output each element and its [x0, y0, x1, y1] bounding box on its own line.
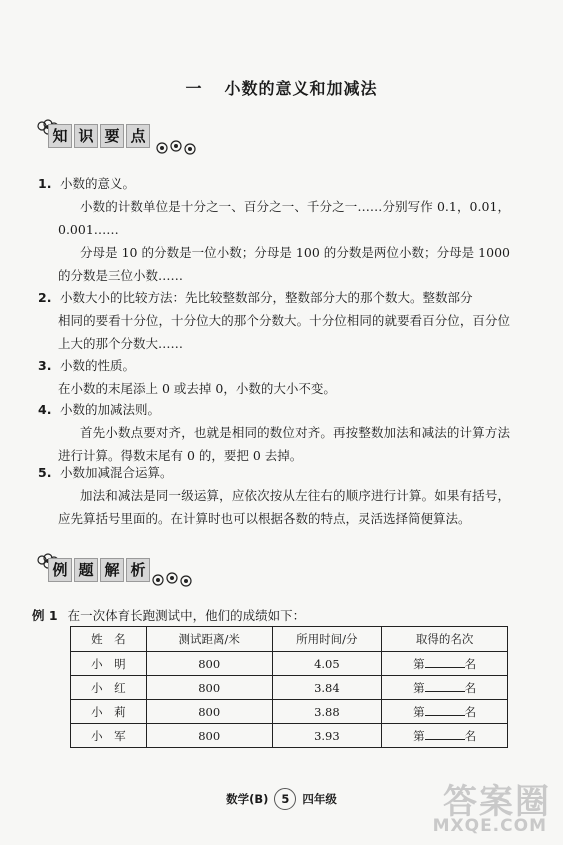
cell-distance: 800	[146, 652, 272, 676]
point-1-paragraph-b	[58, 241, 510, 287]
point-heading: 小数的意义。	[60, 176, 136, 191]
banner-tile: 例	[48, 558, 72, 582]
rank-suffix: 名	[464, 705, 477, 719]
rank-blank	[425, 679, 465, 692]
point-3-paragraph	[58, 377, 510, 400]
page-number: 5	[274, 788, 296, 810]
paragraph-text: 分母是 10 的分数是一位小数；分母是 100 的分数是两位小数；分母是 1000 的分数是三位小数……	[58, 245, 510, 283]
point-2-heading	[38, 287, 518, 309]
header-distance: 测试距离/米	[146, 627, 272, 652]
footer-subject: 数学(B)	[226, 792, 269, 806]
banner-tiles	[48, 558, 150, 582]
watermark-url: MXQE.COM	[432, 816, 547, 836]
table-row	[71, 724, 508, 748]
paragraph-text: 相同的要看十分位，十分位大的那个分数大。十分位相同的就要看百分位，百分位上大的那个分数大……	[58, 313, 510, 351]
rank-blank	[425, 655, 465, 668]
section-banner-key-points	[34, 118, 194, 154]
cell-distance: 800	[146, 700, 272, 724]
table-row	[71, 676, 508, 700]
footer-grade: 四年级	[302, 792, 337, 806]
chapter-number: 一	[185, 79, 203, 98]
chapter-title-text: 小数的意义和加减法	[224, 79, 378, 98]
cell-name: 小 军	[71, 724, 147, 748]
watermark-logo-text: 答案圈	[443, 782, 551, 822]
point-number: 3.	[38, 358, 52, 373]
cell-time: 3.84	[272, 676, 382, 700]
point-heading: 小数的性质。	[60, 358, 136, 373]
rank-blank	[425, 703, 465, 716]
point-4-heading	[38, 399, 160, 421]
section-banner-example-analysis	[34, 552, 194, 588]
rank-blank	[425, 727, 465, 740]
rank-prefix: 第	[413, 729, 425, 743]
flower-cluster-icon	[150, 570, 196, 590]
example-text: 在一次体育长跑测试中，他们的成绩如下：	[67, 608, 306, 623]
rank-prefix: 第	[413, 681, 425, 695]
flower-cluster-icon	[154, 138, 200, 158]
example-1	[32, 606, 305, 624]
header-time: 所用时间/分	[272, 627, 382, 652]
rank-suffix: 名	[464, 729, 477, 743]
point-3-heading	[38, 355, 135, 377]
watermark	[417, 776, 557, 840]
point-4-paragraph	[58, 421, 510, 467]
banner-tile: 知	[48, 124, 72, 148]
cell-rank	[382, 700, 508, 724]
banner-tile: 题	[74, 558, 98, 582]
example-label: 例 1	[32, 608, 58, 623]
rank-suffix: 名	[464, 657, 477, 671]
header-name: 姓 名	[71, 627, 147, 652]
cell-distance: 800	[146, 724, 272, 748]
chapter-title	[0, 76, 563, 99]
table-header-row	[71, 627, 508, 652]
rank-suffix: 名	[464, 681, 477, 695]
cell-time: 3.88	[272, 700, 382, 724]
cell-name: 小 红	[71, 676, 147, 700]
cell-distance: 800	[146, 676, 272, 700]
paragraph-text: 小数的计数单位是十分之一、百分之一、千分之一……分别写作 0.1，0.01，0.001……	[58, 199, 510, 237]
point-2-paragraph	[58, 309, 510, 355]
cell-time: 3.93	[272, 724, 382, 748]
header-rank: 取得的名次	[382, 627, 508, 652]
point-5-heading	[38, 462, 173, 484]
banner-tiles	[48, 124, 150, 148]
banner-tile: 析	[126, 558, 150, 582]
cell-rank	[382, 652, 508, 676]
paragraph-text: 在小数的末尾添上 0 或去掉 0，小数的大小不变。	[58, 381, 336, 396]
point-heading: 小数的加减法则。	[60, 402, 161, 417]
cell-rank	[382, 724, 508, 748]
point-heading: 小数大小的比较方法：先比较整数部分，整数部分大的那个数大。整数部分	[60, 290, 473, 305]
table-row	[71, 652, 508, 676]
rank-prefix: 第	[413, 705, 425, 719]
cell-time: 4.05	[272, 652, 382, 676]
cell-name: 小 莉	[71, 700, 147, 724]
paragraph-text: 加法和减法是同一级运算，应依次按从左往右的顺序进行计算。如果有括号，应先算括号里面的。在计算时也可以根据各数的特点，灵活选择简便算法。	[58, 488, 510, 526]
banner-tile: 要	[100, 124, 124, 148]
cell-name: 小 明	[71, 652, 147, 676]
point-1-paragraph-a	[58, 195, 510, 241]
table-row	[71, 700, 508, 724]
point-1-heading	[38, 173, 135, 195]
point-5-paragraph	[58, 484, 510, 530]
paragraph-text: 首先小数点要对齐，也就是相同的数位对齐。再按整数加法和减法的计算方法进行计算。得数末尾有 0 的，要把 0 去掉。	[58, 425, 510, 463]
point-number: 2.	[38, 290, 52, 305]
rank-prefix: 第	[413, 657, 425, 671]
results-table	[70, 626, 508, 748]
banner-tile: 解	[100, 558, 124, 582]
banner-tile: 点	[126, 124, 150, 148]
point-number: 5.	[38, 465, 52, 480]
point-number: 1.	[38, 176, 52, 191]
point-heading: 小数加减混合运算。	[60, 465, 173, 480]
cell-rank	[382, 676, 508, 700]
point-number: 4.	[38, 402, 52, 417]
banner-tile: 识	[74, 124, 98, 148]
